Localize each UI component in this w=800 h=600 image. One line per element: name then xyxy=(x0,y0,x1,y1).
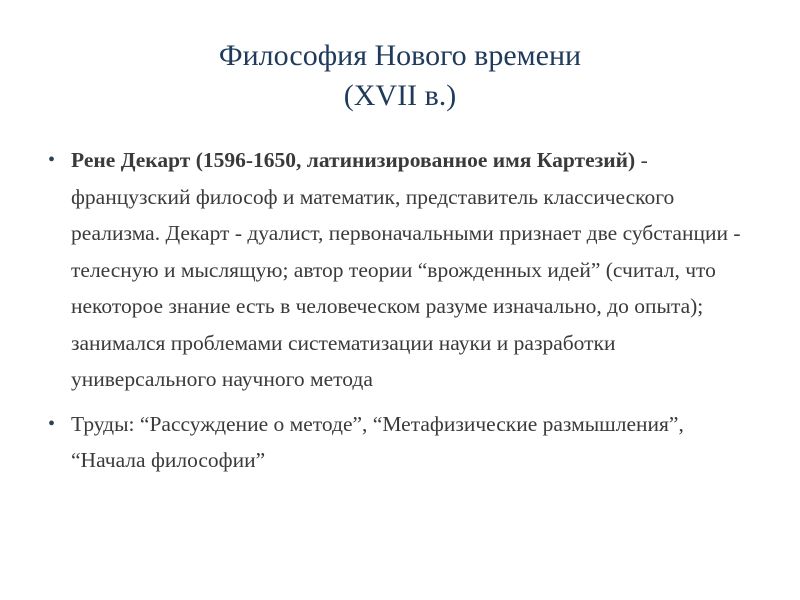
bullet-dot-icon: • xyxy=(48,149,56,171)
bullet-item-descartes xyxy=(46,142,758,398)
bullet-dot-icon: • xyxy=(48,412,56,435)
bullet-text: Труды: “Рассуждение о методе”, “Метафизические размышления”, “Начала философии” xyxy=(71,411,684,472)
title-line-2: (XVII в.) xyxy=(343,79,457,112)
bullet-bold-text: Рене Декарт (1596-1650, латинизированное имя Картезий) xyxy=(71,148,636,172)
bullet-item-works xyxy=(46,406,758,479)
bullet-text: - французский философ и математик, представитель классического реализма. Декарт - дуалист, первоначальными признает две субстанции - телесную и мыслящую; автор теории “врожденных идей” (считал, что некоторое знание есть в человеческом разуме изначально, до опыта); занимался проблемами систематизации науки и разработки универсального научного метода xyxy=(71,148,741,391)
slide-content xyxy=(46,142,758,487)
title-line-1: Философия Нового времени xyxy=(218,39,582,72)
slide-title xyxy=(0,36,800,116)
